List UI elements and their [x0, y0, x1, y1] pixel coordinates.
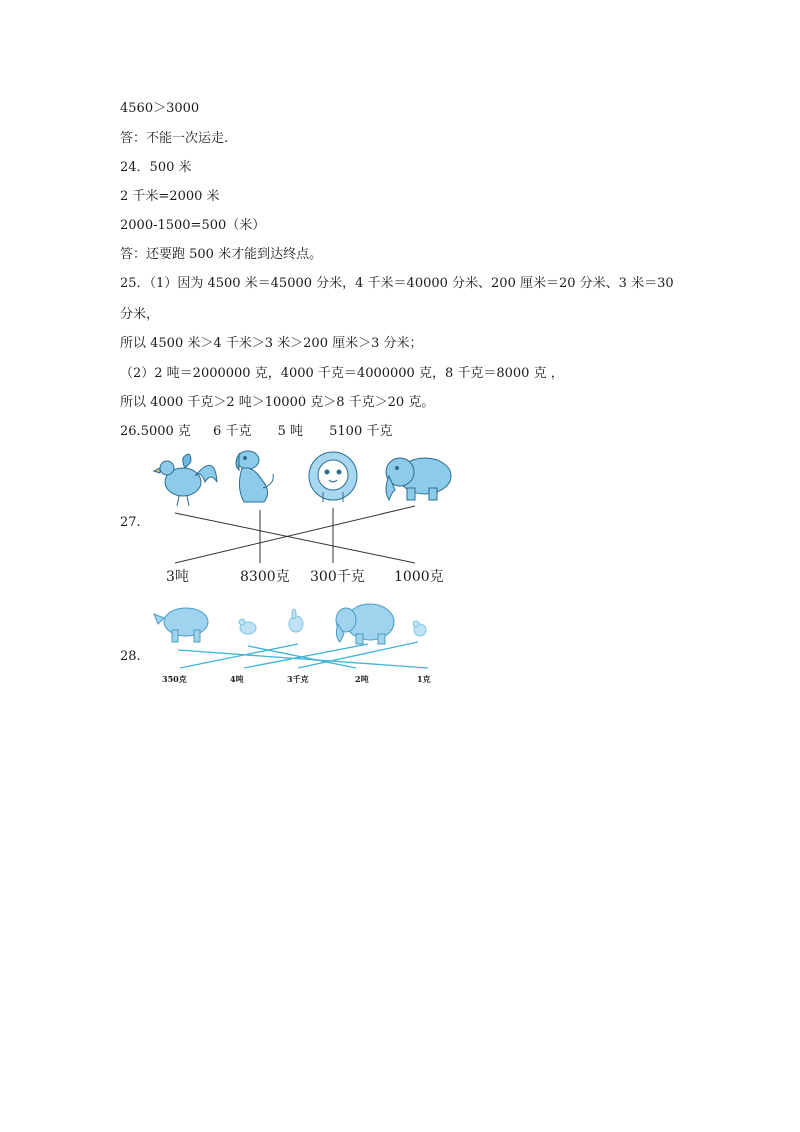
q28-connectors — [178, 642, 428, 668]
dog-icon — [236, 451, 273, 502]
rhino-icon — [154, 608, 208, 642]
line-8: 分米， — [120, 307, 160, 322]
q27-label-4: 1000克 — [394, 569, 444, 585]
line-4: 2 千米=2000 米 — [120, 189, 220, 204]
elephant-icon — [386, 458, 451, 500]
rooster-icon — [154, 454, 217, 506]
q26-answer-2: 6 千克 — [213, 424, 252, 439]
line-9: 所以 4500 米＞4 千米＞3 米＞200 厘米＞3 分米； — [120, 336, 423, 351]
elephant-icon — [336, 604, 394, 644]
q27-number: 27. — [120, 515, 141, 530]
line-2: 答：不能一次运走. — [120, 131, 229, 146]
q27-figure — [145, 448, 455, 573]
q26-answer-3: 5 吨 — [277, 424, 303, 439]
line-1: 4560＞3000 — [120, 101, 200, 116]
lion-icon — [309, 452, 357, 502]
q27-label-1: 3吨 — [166, 569, 189, 585]
q27-connectors — [175, 506, 415, 563]
q27-label-3: 300千克 — [310, 569, 365, 585]
q28-label-5: 1克 — [417, 674, 431, 684]
line-10: （2）2 吨＝2000000 克，4000 千克＝4000000 克，8 千克＝8000 克 ， — [120, 366, 564, 381]
q27-label-2: 8300克 — [240, 569, 290, 585]
bird-icon — [239, 619, 256, 634]
line-3: 24．500 米 — [120, 160, 192, 175]
line-6: 答：还要跑 500 米才能到达终点。 — [120, 247, 323, 262]
rabbit-icon — [289, 609, 303, 632]
q28-label-3: 3千克 — [287, 674, 309, 684]
line-7: 25．（1）因为 4500 米＝45000 分米，4 千米＝40000 分米、200 厘米＝20 分米、3 米＝30 — [120, 276, 674, 291]
line-11: 所以 4000 千克＞2 吨＞10000 克＞8 千克＞20 克。 — [120, 395, 435, 410]
q26-number: 26. — [120, 424, 141, 439]
q26-answer-1: 5000 克 — [140, 424, 191, 439]
q28-label-4: 2吨 — [355, 674, 369, 684]
q28-label-2: 4吨 — [230, 674, 244, 684]
q28-figure — [148, 600, 443, 672]
q26-answer-4: 5100 千克 — [329, 424, 393, 439]
line-5: 2000-1500=500（米） — [120, 218, 266, 233]
q28-label-1: 350克 — [162, 674, 187, 684]
q28-number: 28. — [120, 649, 141, 664]
q26-answers — [120, 424, 392, 440]
chick-icon — [413, 621, 426, 636]
